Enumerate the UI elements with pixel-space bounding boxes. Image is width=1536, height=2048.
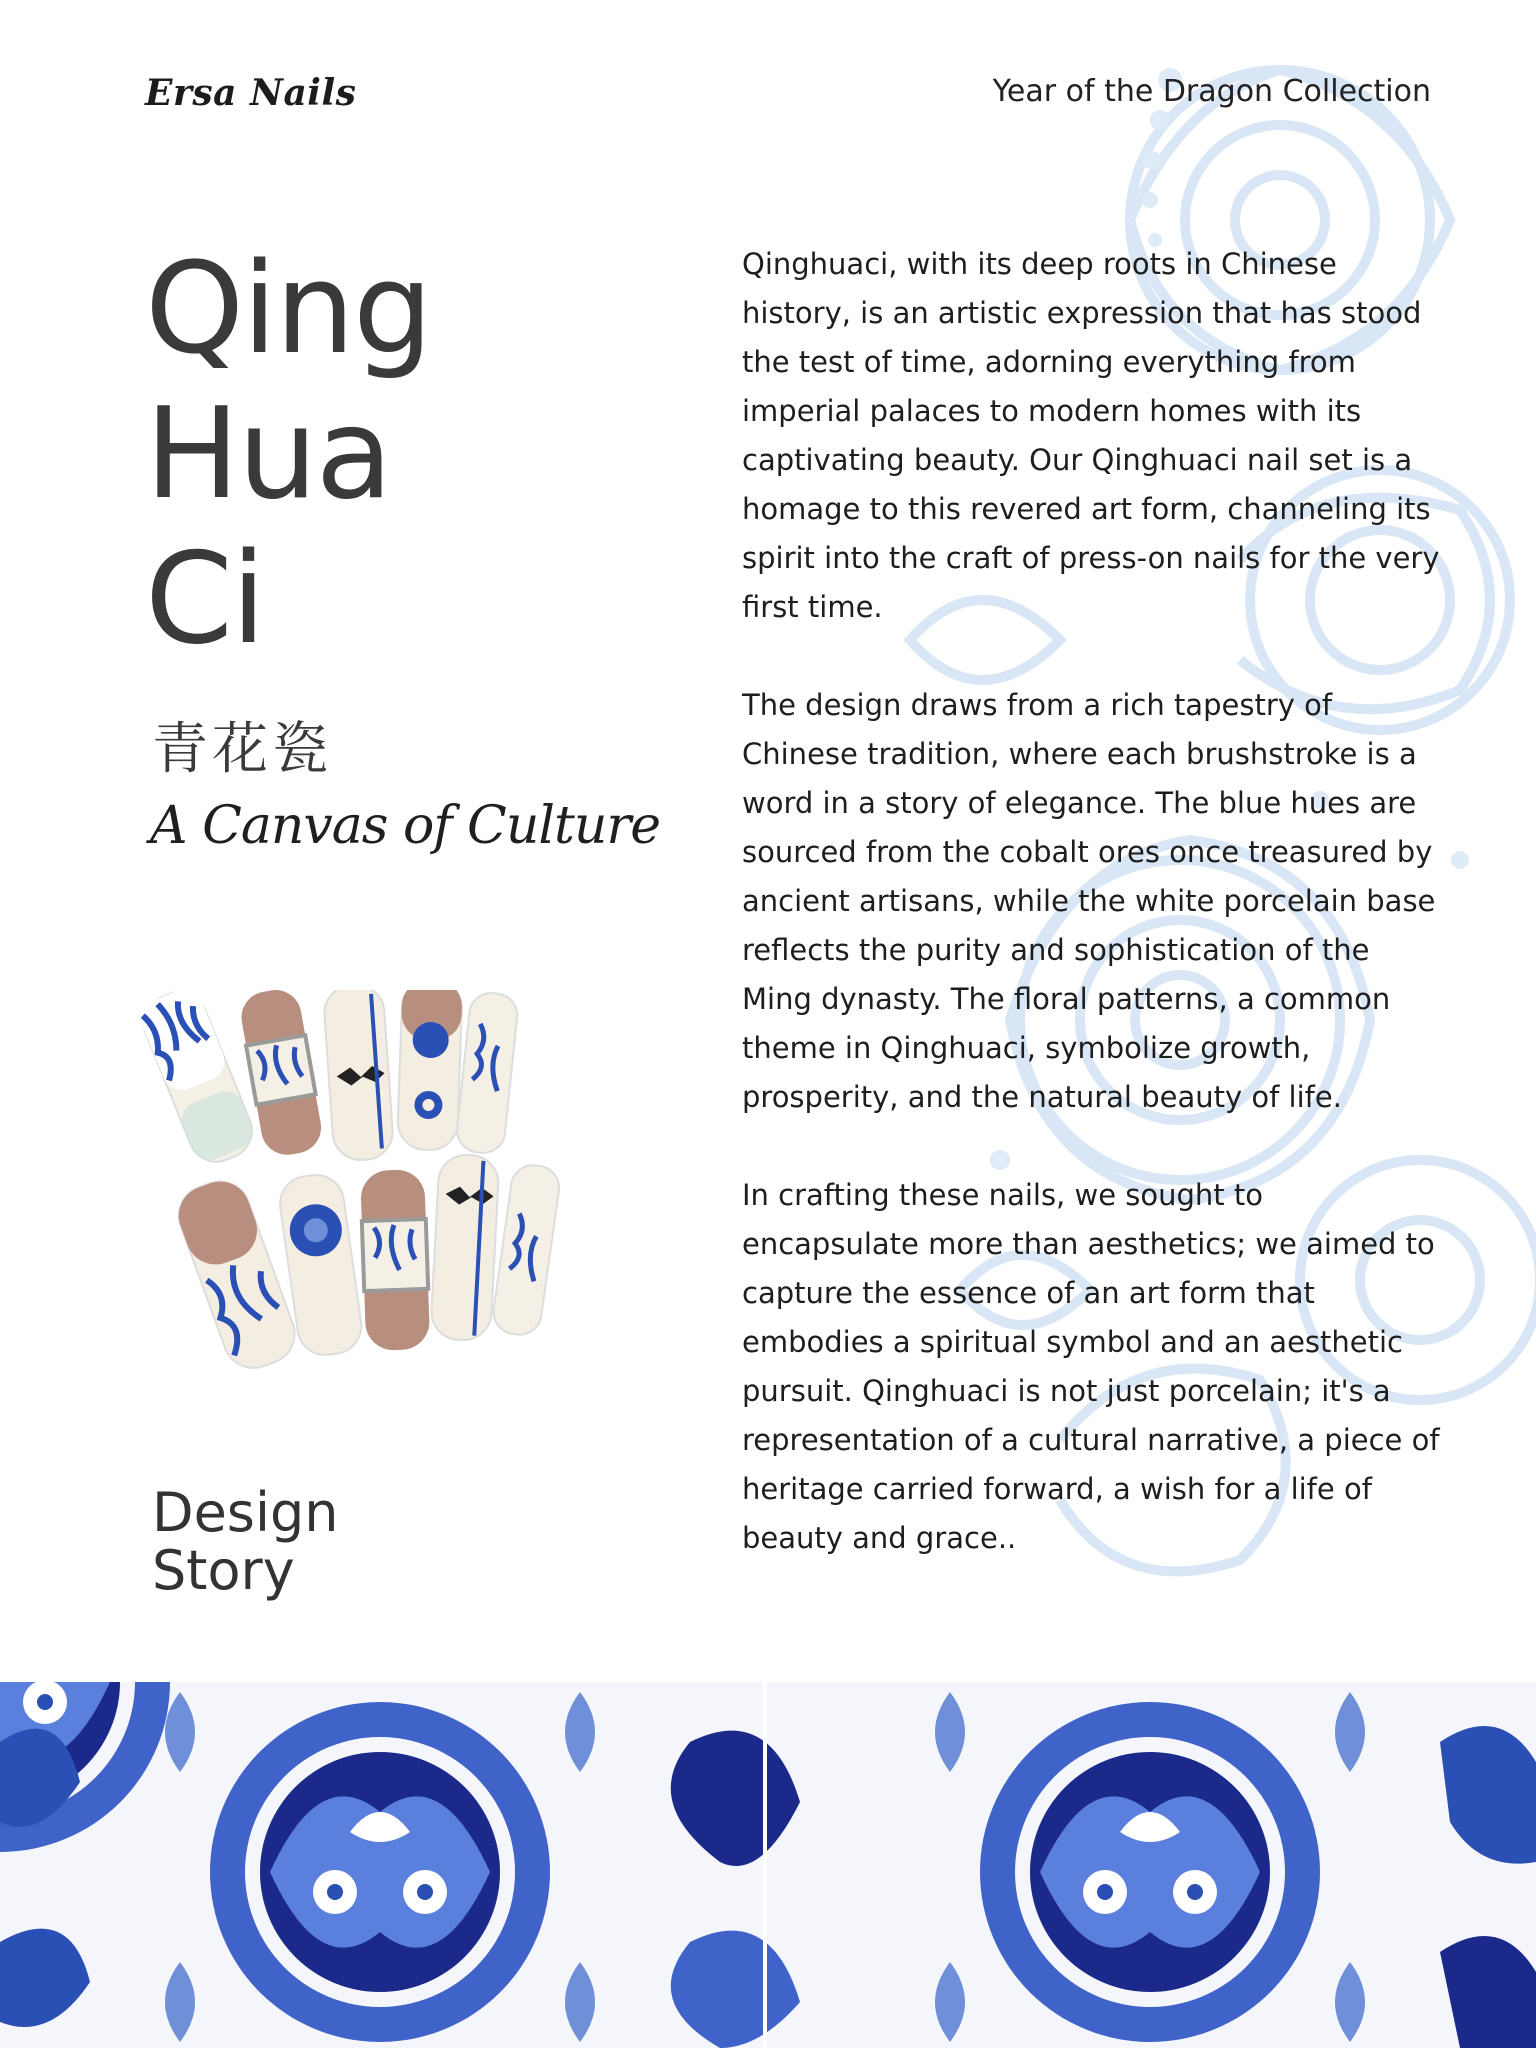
nail-row-top <box>140 990 519 1170</box>
collection-name: Year of the Dragon Collection <box>992 74 1431 109</box>
page-title <box>145 236 431 671</box>
tagline: A Canvas of Culture <box>150 796 660 856</box>
title-line-3: Ci <box>145 525 264 672</box>
chinese-title: 青花瓷 <box>152 717 332 782</box>
paragraph-3: In crafting these nails, we sought to encapsulate more than aesthetics; we aimed to capture the essence of an art form that embodies a spiritual symbol and an aesthetic pursuit. Qinghuaci is not just porcelain; it's a representation of a cultural narrative, a piece of heritage carried forward, a wish for a life of beauty and grace.. <box>742 1178 1440 1555</box>
nail-set-image <box>140 990 580 1420</box>
design-story-text <box>742 240 1442 1612</box>
section-label <box>152 1481 339 1602</box>
paragraph-1: Qinghuaci, with its deep roots in Chinese history, is an artistic expression that has stood the test of time, adorning everything from imperial palaces to modern homes with its captivating beauty. Our Qinghuaci nail set is a homage to this revered art form, channeling its spirit into the craft of press-on nails for the very first time. <box>742 247 1440 624</box>
porcelain-pattern-band <box>0 1682 1536 2048</box>
paragraph-2: The design draws from a rich tapestry of Chinese tradition, where each brushstroke is a word in a story of elegance. The blue hues are sourced from the cobalt ores once treasured by ancient artisans, while the white porcelain base reflects the purity and sophistication of the Ming dynasty. The floral patterns, a common theme in Qinghuaci, symbolize growth, prosperity, and the natural beauty of life. <box>742 688 1436 1114</box>
section-label-line-1: Design <box>152 1481 339 1544</box>
brand-logo: Ersa Nails <box>145 72 357 114</box>
section-label-line-2: Story <box>152 1539 295 1602</box>
title-line-2: Hua <box>145 380 391 527</box>
nail-row-bottom <box>170 1154 562 1377</box>
title-line-1: Qing <box>145 235 432 382</box>
